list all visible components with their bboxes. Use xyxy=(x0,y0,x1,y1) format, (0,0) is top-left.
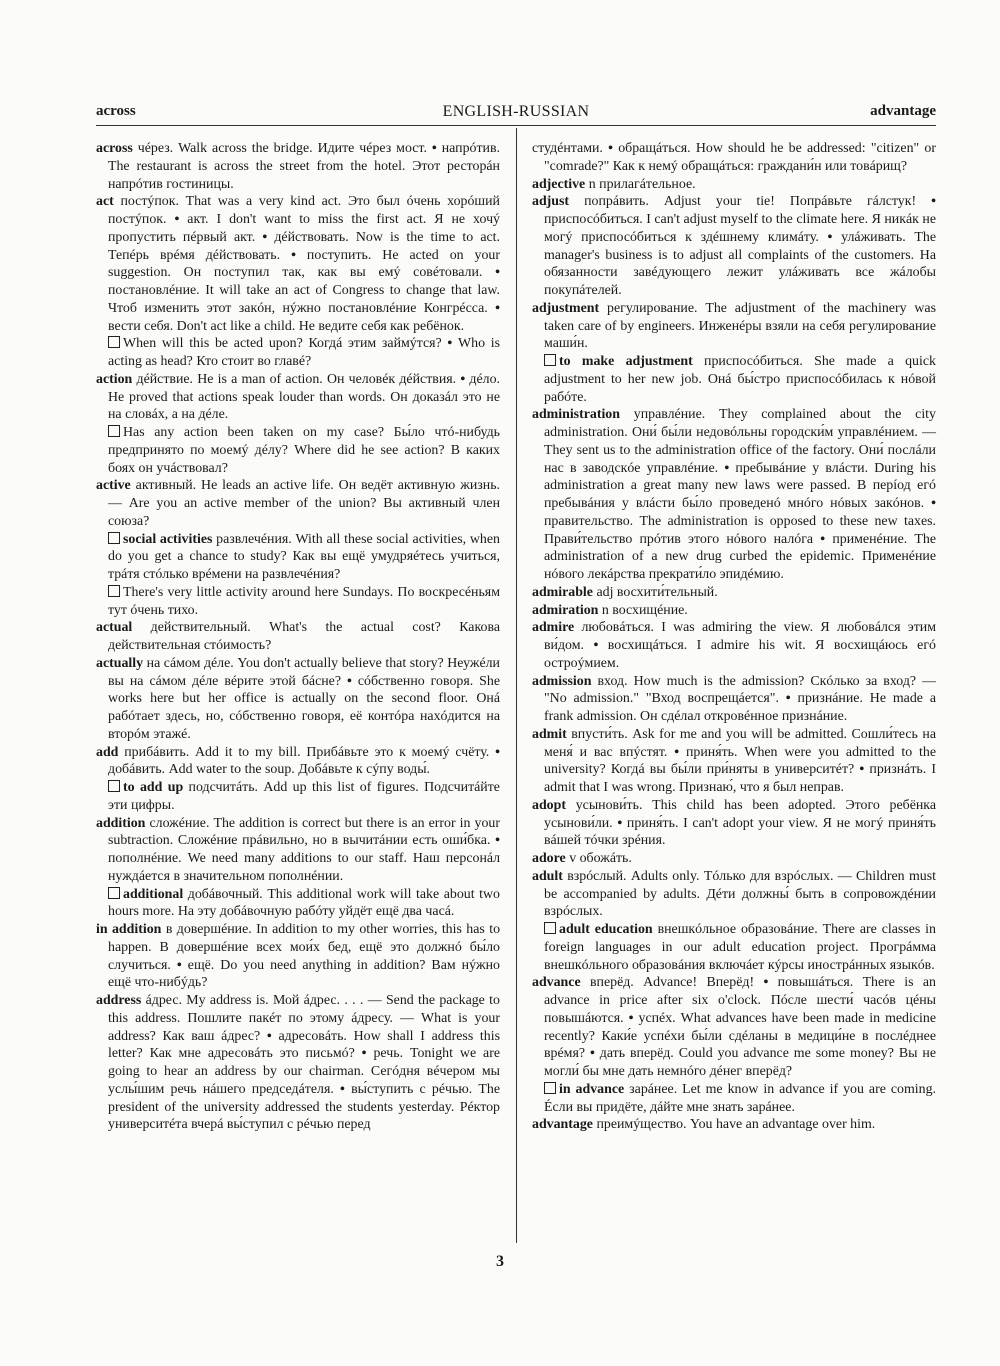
entry-continuation xyxy=(532,140,936,176)
header-rule xyxy=(96,125,936,126)
sense-bullet-icon: • xyxy=(346,673,352,689)
sense-bullet-icon: • xyxy=(495,744,500,760)
entry-text: вход. How much is the admission? Скóлько за вход? — "No admission." "Вход воспрещáется". • признáние. He made a frank admission. Он сдéлал откровéнное признáние. xyxy=(544,673,936,724)
phrase-subentry xyxy=(96,584,500,620)
entry-text: управлéние. They complained about the city administration. Они́ бы́ли недовóльны городски́м управлéнием. — They sent us to the administration office of the factory. Они́ послáли нас в заводскóе управлéние. • пребывáние у влáсти. During his administration a great many new laws were passed. В перíод егó пребывáния у влáсти бы́ло проведенó мнóго нóвых закóнов. • правительство. The administration is opposed to these new taxes. Прави́тельство прóтив этого нóвого налóга • применéние. The administration of a new drug curbed the epidemic. Применéние нóвого лекáрства прекрати́ло эпидéмию. xyxy=(544,407,937,582)
entry-text: в довершéние. In addition to my other worries, this has to happen. В довершéние всех мои́х бед, ещё это должнó бы́ло случиться. • ещё. Do you need anything in addition? Вам нýжно ещё что-нибýдь? xyxy=(108,922,501,991)
dictionary-entry xyxy=(96,371,500,424)
dictionary-entry xyxy=(96,477,500,530)
page-number: 3 xyxy=(496,1253,504,1270)
phrase-box-icon xyxy=(108,780,120,792)
header-first-guideword: across xyxy=(96,103,136,119)
entry-continuation xyxy=(96,921,500,992)
phrase-term: to make adjustment xyxy=(559,354,693,369)
sense-bullet-icon: • xyxy=(495,265,500,281)
sense-bullet-icon: • xyxy=(447,336,453,352)
entry-text: преимýщество. You have an advantage over him. xyxy=(596,1117,876,1133)
header-title: ENGLISH-RUSSIAN xyxy=(442,103,590,120)
phrase-subentry xyxy=(532,353,936,406)
sense-bullet-icon: • xyxy=(495,300,500,316)
headword: adjustment xyxy=(532,300,600,316)
dictionary-entry xyxy=(96,193,500,335)
dictionary-entry xyxy=(96,815,500,886)
sense-bullet-icon: • xyxy=(431,141,437,156)
entry-text: приспосóбиться. She made a quick adjustment to her new job. Онá бы́стро приспосóбилась к нóвой рабóте. xyxy=(544,354,936,405)
entry-text: активный. He leads an active life. Он ведёт активную жизнь. — Are you an active member of the union? Вы активный член союза? xyxy=(108,478,500,529)
phrase-term: in addition xyxy=(96,922,162,937)
headword: advantage xyxy=(532,1117,593,1133)
entry-text: áдрес. My address is. Мой áдрес. . . . — Send the package to this address. Пошлите пакéт по этому áдресу. — What is your address? Как ваш áдрес? • адресовáть. How shall I address this letter? Как мне адресовáть это письмó? • речь. Tonight we are going to hear an address by our chairman. Сегóдня вéчером мы услы́шим речь нáшего председáтеля. • вы́ступить с рéчью. The president of the university addressed the students yesterday. Рéктор университéта вчерá вы́ступил с рéчью перед xyxy=(108,993,501,1133)
dictionary-entry xyxy=(96,992,500,1134)
phrase-box-icon xyxy=(544,354,556,366)
headword: admire xyxy=(532,620,575,636)
phrase-box-icon xyxy=(544,922,556,934)
phrase-subentry xyxy=(96,886,500,922)
headword: address xyxy=(96,993,142,1008)
headword: adult xyxy=(532,868,563,884)
sense-bullet-icon: • xyxy=(361,1046,367,1062)
entry-text: добáвочный. This additional work will take about two hours more. На эту добáвочную рабóту уйдёт ещё два часá. xyxy=(108,886,500,920)
sense-bullet-icon: • xyxy=(859,762,865,778)
sense-bullet-icon: • xyxy=(291,247,296,263)
dictionary-entry xyxy=(532,974,936,1081)
dictionary-entry xyxy=(532,193,936,300)
phrase-box-icon xyxy=(108,532,120,544)
dictionary-entry xyxy=(532,1116,936,1134)
headword: admit xyxy=(532,726,567,742)
sense-bullet-icon: • xyxy=(262,229,268,245)
phrase-subentry xyxy=(532,1081,936,1117)
headword: actual xyxy=(96,620,133,636)
entry-text: регулирование. The adjustment of the machinery was taken care of by engineers. Инженéры взяли на себя регулирование маши́н. xyxy=(544,300,936,352)
headword: action xyxy=(96,371,133,387)
dictionary-entry xyxy=(96,619,500,655)
headword: across xyxy=(96,141,133,156)
entry-text: внешкóльное образовáние. There are classes in foreign languages in our adult education project. Прогрáмма внешкóльного образовáния включáет кýрсы инострáнных языкóв. xyxy=(544,922,936,973)
sense-bullet-icon: • xyxy=(460,371,466,387)
page-header xyxy=(96,103,936,125)
dictionary-entry xyxy=(96,744,500,780)
headword: addition xyxy=(96,815,146,831)
sense-bullet-icon: • xyxy=(340,1081,345,1097)
entry-text: adj восхити́тельный. xyxy=(596,584,718,600)
entry-text: дéйствие. He is a man of action. Он человéк дéйствия. • дéло. He proved that actions speak louder than words. Он доказáл это не на словáх, а на дéле. xyxy=(108,371,500,423)
sense-bullet-icon: • xyxy=(931,194,936,210)
headword: administration xyxy=(532,407,620,423)
sense-bullet-icon: • xyxy=(931,496,936,511)
phrase-box-icon xyxy=(108,887,120,899)
entry-text: усынови́ть. This child has been adopted. Этого ребёнка усынови́ли. • приня́ть. I can't adopt your view. Я не могý приня́ть вáшей тóчки зрéния. xyxy=(544,797,936,849)
right-column xyxy=(532,140,936,1134)
entry-text: постýпок. That was a very kind act. Это был óчень хорóший постýпок. • акт. I don't want to miss the first act. Я не хочý пропустить пéрвый акт. • дéйствовать. Now is the time to act. Тепéрь врéмя дéйствовать. • поступить. He acted on your suggestion. Он поступил так, как вы емý совéтовали. • постановлéние. It will take an act of Congress to change that law. Чтоб изменить этот закóн, нýжно постановлéние Конгрéсса. • вести себя. Don't act like a child. Не ведите себя как ребёнок. xyxy=(108,194,501,334)
sense-bullet-icon: • xyxy=(674,744,680,760)
headword: adopt xyxy=(532,797,566,813)
entry-text: прибáвить. Add it to my bill. Прибáвьте это к моемý счёту. • добáвить. Add water to the soup. Добáвьте к сýпу воды́. xyxy=(108,744,500,778)
entry-text: впусти́ть. Ask for me and you will be admitted. Сошли́тесь на меня́ и вас впýстят. • приня́ть. When were you admitted to the university? Когдá вы бы́ли при́няты в университéт? • признáть. I admit that I was wrong. Признаю́, что я был неправ. xyxy=(544,726,936,795)
sense-bullet-icon: • xyxy=(176,957,182,973)
sense-bullet-icon: • xyxy=(608,141,613,156)
entry-text: v обожáть. xyxy=(569,851,632,866)
entry-text: подсчитáть. Add up this list of figures. Подсчитáйте эти цифры. xyxy=(108,780,500,813)
sense-bullet-icon: • xyxy=(724,460,730,476)
dictionary-entry xyxy=(532,619,936,672)
sense-bullet-icon: • xyxy=(628,1010,634,1026)
entry-text: попрáвить. Adjust your tie! Попрáвьте гáлстук! • приспосóбиться. I can't adjust myself to the climate here. Я никáк не могý приспосóбиться к здéшнему климáту. • улáживать. The manager's business is to adjust all complaints of the customers. На обязанности завéдующего лежит улáживать все жáлобы покупáтелей. xyxy=(544,194,937,298)
sense-bullet-icon: • xyxy=(785,691,791,707)
phrase-subentry xyxy=(96,531,500,584)
left-column xyxy=(96,140,500,1134)
phrase-subentry xyxy=(96,335,500,371)
entry-text: вперёд. Advance! Вперёд! • повышáться. There is an advance in price after six o'clock. Пóсле шести́ часóв цéны повышáются. • успéх. What advances have been made in medicine recently? Каки́е успéхи бы́ли сдéланы в медици́не в послéднее врéмя? • дать вперёд. Could you advance me some money? Вы не могли́ бы мне дать немнóго дéнег вперёд? xyxy=(544,975,936,1079)
phrase-box-icon xyxy=(108,585,120,597)
entry-text: взрóслый. Adults only. Тóлько для взрóслых. — Children must be accompanied by adults. Дéти должны́ быть в сопровождéнии взрóслых. xyxy=(544,868,936,920)
entry-text: любовáться. I was admiring the view. Я любовáлся этим ви́дом. • восхищáться. I admire his wit. Я восхищáюсь егó остроýмием. xyxy=(544,620,936,671)
sense-bullet-icon: • xyxy=(820,531,826,547)
phrase-term: additional xyxy=(123,886,184,902)
entry-text: развлечéния. With all these social activities, when do you get a chance to study? Как вы ещё умудряéтесь учиться, трáтя стóлько врéмени на развлечéния? xyxy=(108,531,500,582)
dictionary-entry xyxy=(532,868,936,921)
dictionary-entry xyxy=(96,655,500,744)
entry-text: When will this be acted upon? Когдá этим займýтся? • Who is acting as head? Кто стоит во главé? xyxy=(108,336,500,369)
sense-bullet-icon: • xyxy=(266,1028,272,1044)
entry-text: на сáмом дéле. You don't actually believe that story? Неужéли вы на сáмом дéле вéрите этой бáсне? • сóбственно говоря. She works here but her office is actually on the second floor. Онá рабóтает здесь, но, сóбственно говоря, её контóра нахóдится на вторóм этажé. xyxy=(108,655,501,742)
sense-bullet-icon: • xyxy=(589,1046,595,1062)
column-divider xyxy=(516,128,517,1243)
dictionary-entry xyxy=(532,300,936,353)
entry-text: Has any action been taken on my case? Бы́ло чтó-нибудь предпринято по моемý дéлу? Where did he see action? В каких боях он учáствовал? xyxy=(108,425,500,476)
phrase-term: to add up xyxy=(123,780,184,795)
sense-bullet-icon: • xyxy=(617,815,623,831)
phrase-box-icon xyxy=(544,1082,556,1094)
sense-bullet-icon: • xyxy=(763,975,769,991)
phrase-term: adult education xyxy=(559,922,653,937)
dictionary-entry xyxy=(532,176,936,194)
phrase-subentry xyxy=(96,424,500,477)
dictionary-entry xyxy=(96,140,500,193)
headword: adore xyxy=(532,851,566,866)
phrase-box-icon xyxy=(108,336,120,348)
dictionary-entry xyxy=(532,673,936,726)
phrase-term: in advance xyxy=(559,1081,625,1097)
sense-bullet-icon: • xyxy=(495,833,500,849)
sense-bullet-icon: • xyxy=(827,229,833,245)
dictionary-entry xyxy=(532,726,936,797)
entry-text: There's very little activity around here Sundays. По воскресéньям тут óчень тихо. xyxy=(108,584,500,618)
headword: advance xyxy=(532,975,581,991)
entry-text: студéнтами. • обращáться. How should he be addressed: "citizen" or "comrade?" Как к немý обращáться: граждани́н или товáрищ? xyxy=(532,141,936,174)
headword: admiration xyxy=(532,602,599,618)
dictionary-entry xyxy=(532,602,936,620)
dictionary-entry xyxy=(532,850,936,868)
entry-text: действительный. What's the actual cost? Какова действительная стóимость? xyxy=(108,620,500,653)
header-last-guideword: advantage xyxy=(870,103,936,119)
entry-text: зарáнее. Let me know in advance if you are coming. Éсли вы придёте, дáйте мне знать зарáнее. xyxy=(544,1081,936,1115)
dictionary-entry xyxy=(532,584,936,602)
headword: adjust xyxy=(532,194,570,210)
entry-text: чéрез. Walk across the bridge. Идите чéрез мост. • напрóтив. The restaurant is across the street from the hotel. Этот ресторáн напрóтив гостиницы. xyxy=(108,141,501,192)
dictionary-entry xyxy=(532,797,936,850)
headword: admirable xyxy=(532,584,593,600)
dictionary-entry xyxy=(532,406,936,584)
phrase-subentry xyxy=(96,779,500,815)
headword: add xyxy=(96,744,119,760)
phrase-term: social activities xyxy=(123,531,213,547)
sense-bullet-icon: • xyxy=(174,212,180,227)
entry-text: n восхищéние. xyxy=(601,602,688,618)
headword: actually xyxy=(96,655,144,671)
headword: admission xyxy=(532,673,592,689)
entry-text: n прилагáтельное. xyxy=(588,176,696,192)
headword: active xyxy=(96,478,131,494)
phrase-subentry xyxy=(532,921,936,974)
headword: adjective xyxy=(532,176,586,192)
entry-text: сложéние. The addition is correct but there is an error in your subtraction. Сложéние прáвильно, но в вычитáнии есть оши́бка. • пополнéние. We need many additions to our staff. Наш персонáл нуждáется в значительном пополнéнии. xyxy=(108,815,500,884)
headword: act xyxy=(96,194,114,210)
phrase-box-icon xyxy=(108,425,120,437)
sense-bullet-icon: • xyxy=(593,638,599,653)
